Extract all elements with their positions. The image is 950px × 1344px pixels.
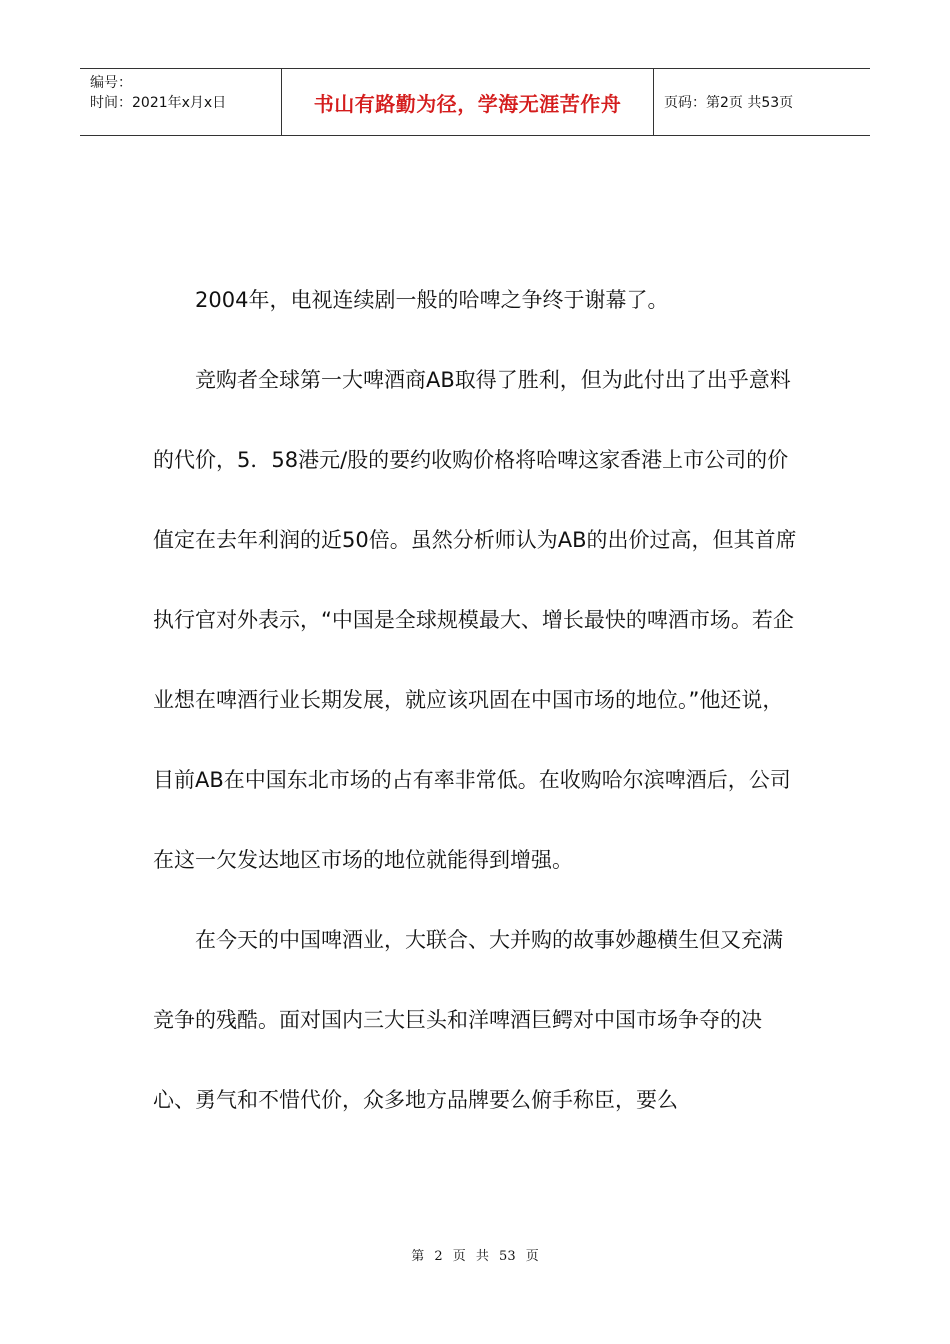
time-label: 时间：2021年x月x日 [90,95,227,111]
paragraph: 2004年，电视连续剧一般的哈啤之争终于谢幕了。 [195,288,669,312]
header-meta-cell [80,69,282,135]
document-header [80,68,870,136]
document-body [153,260,803,1140]
code-label: 编号： [90,75,132,91]
paragraph: 在今天的中国啤酒业，大联合、大并购的故事妙趣横生但又充满竞争的残酷。面对国内三大巨头和洋啤酒巨鳄对中国市场争夺的决心、勇气和不惜代价，众多地方品牌要么俯手称臣，要么 [153,928,783,1112]
header-motto: 书山有路勤为径，学海无涯苦作舟 [282,69,654,135]
paragraph: 竞购者全球第一大啤酒商AB取得了胜利，但为此付出了出乎意料的代价，5．58港元/股的要约收购价格将哈啤这家香港上市公司的价值定在去年利润的近50倍。虽然分析师认为AB的出价过高，但其首席执行官对外表示，“中国是全球规模最大、增长最快的啤酒市场。若企业想在啤酒行业长期发展，就应该巩固在中国市场的地位。”他还说，目前AB在中国东北市场的占有率非常低。在收购哈尔滨啤酒后，公司在这一欠发达地区市场的地位就能得到增强。 [153,368,797,872]
header-page-info: 页码：第2页 共53页 [664,95,794,111]
page-footer: 第 2 页 共 53 页 [411,1249,539,1264]
